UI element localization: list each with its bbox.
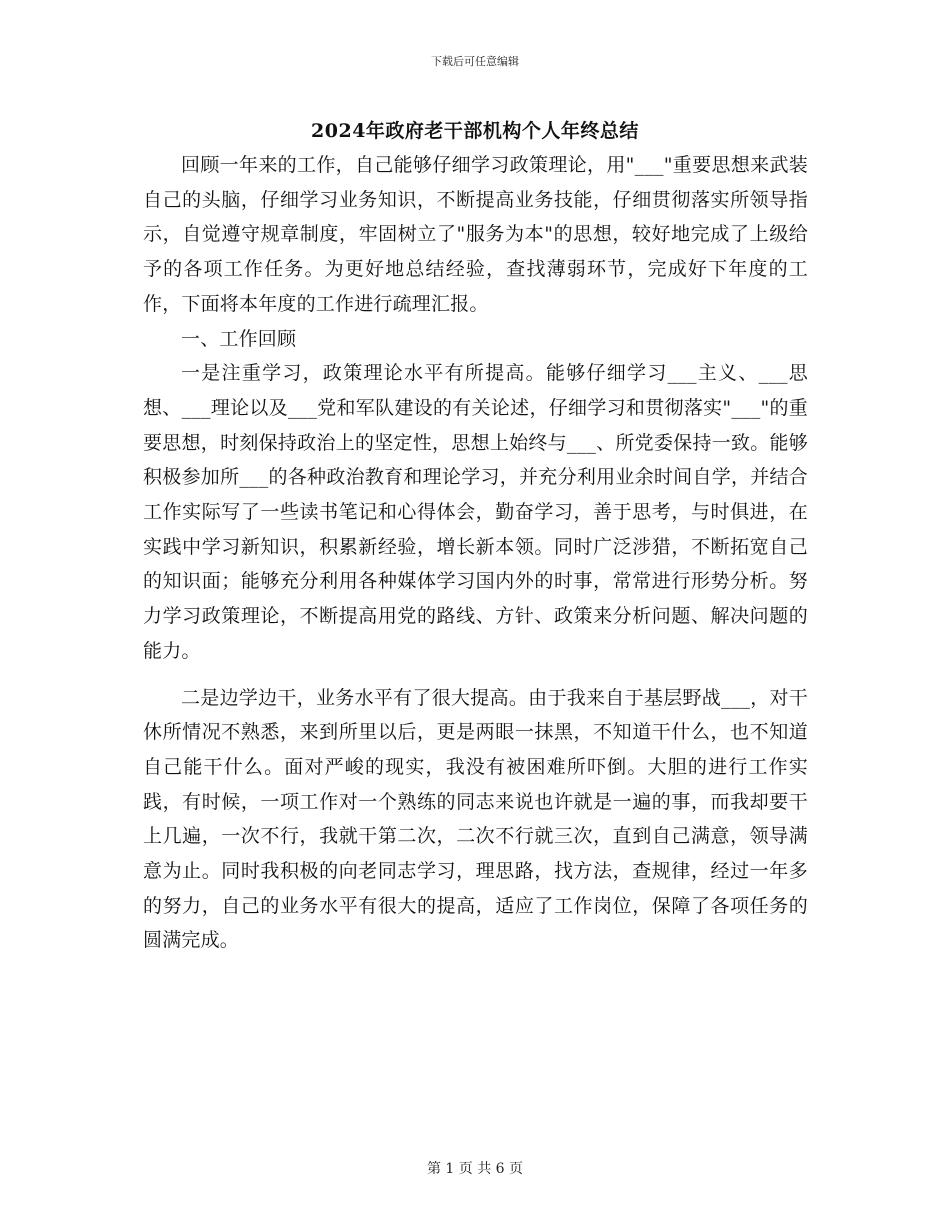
section-heading: 一、工作回顾: [181, 327, 297, 350]
paragraph-study: 一是注重学习，政策理论水平有所提高。能够仔细学习___主义、___思想、___理论以及___党和军队建设的有关论述，仔细学习和贯彻落实"___"的重要思想，时刻保持政治上的坚定性，思想上始终与___、所党委保持一致。能够积极参加所___的各种政治教育和理论学习，并充分利用业余时间自学，并结合工作实际写了一些读书笔记和心得体会，勤奋学习，善于思考，与时俱进，在实践中学习新知识，积累新经验，增长新本领。同时广泛涉猎，不断拓宽自己的知识面；能够充分利用各种媒体学习国内外的时事，常常进行形势分析。努力学习政策理论，不断提高用党的路线、方针、政策来分析问题、解决问题的能力。: [143, 362, 808, 662]
page-number-footer: 第 1 页 共 6 页: [426, 1161, 524, 1177]
document-body: [143, 148, 808, 958]
paragraph-work: 二是边学边干，业务水平有了很大提高。由于我来自于基层野战___，对干休所情况不熟悉，来到所里以后，更是两眼一抹黑，不知道干什么，也不知道自己能干什么。面对严峻的现实，我没有被困难所吓倒。大胆的进行工作实践，有时候，一项工作对一个熟练的同志来说也许就是一遍的事，而我却要干上几遍，一次不行，我就干第二次，二次不行就三次，直到自己满意，领导满意为止。同时我积极的向老同志学习，理思路，找方法，查规律，经过一年多的努力，自己的业务水平有很大的提高，适应了工作岗位，保障了各项任务的圆满完成。: [143, 686, 808, 952]
document-title: 2024年政府老干部机构个人年终总结: [311, 120, 639, 142]
paragraph-intro: 回顾一年来的工作，自己能够仔细学习政策理论，用"___"重要思想来武装自己的头脑，仔细学习业务知识，不断提高业务技能，仔细贯彻落实所领导指示，自觉遵守规章制度，牢固树立了"服务为本"的思想，较好地完成了上级给予的各项工作任务。为更好地总结经验，查找薄弱环节，完成好下年度的工作，下面将本年度的工作进行疏理汇报。: [143, 154, 808, 315]
header-note: 下载后可任意编辑: [431, 55, 519, 68]
